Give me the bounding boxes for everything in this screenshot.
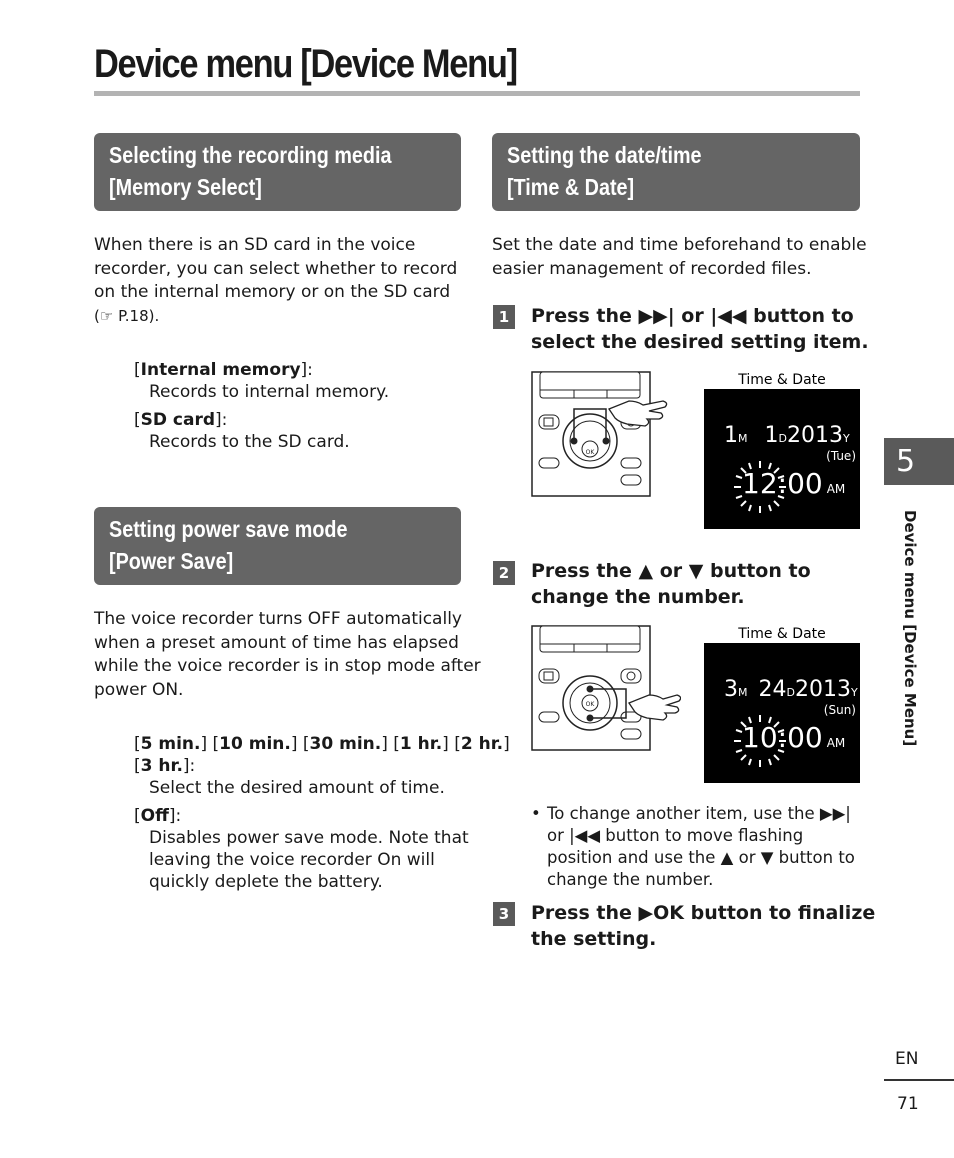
body-line: easier management of recorded files. (492, 258, 812, 279)
body-line: recorder, you can select whether to record (94, 258, 458, 279)
language-label: EN (895, 1049, 919, 1069)
screen-time (742, 467, 845, 500)
power-save-heading (94, 507, 461, 585)
heading-line: Setting the date/time (507, 142, 702, 168)
option-name: Off (140, 806, 169, 826)
bullet-line: change the number. (547, 870, 714, 889)
bullet-note (531, 803, 855, 891)
body-line: while the voice recorder is in stop mode after (94, 656, 481, 676)
title-rule (94, 91, 860, 96)
chapter-tab: 5 (884, 438, 954, 485)
time-value: 10:00 (742, 721, 823, 754)
option-name: 10 min. (219, 734, 291, 754)
device-illustration-1 (531, 371, 681, 501)
svg-text:OK: OK (585, 449, 595, 456)
month-unit: M (738, 432, 748, 445)
step-line: Press the ▲ or ▼ button to (531, 560, 811, 582)
option-name: 30 min. (309, 734, 382, 754)
body-line: (☞ P.18). (94, 306, 160, 325)
option-name: 1 hr. (399, 734, 443, 754)
option-desc: Records to the SD card. (149, 432, 350, 452)
time-date-heading (492, 133, 860, 211)
option-desc: Records to internal memory. (149, 382, 390, 402)
step-2-number: 2 (493, 561, 515, 585)
body-line: Set the date and time beforehand to enable (492, 235, 867, 255)
step-line: the setting. (531, 927, 657, 950)
day-value: 1 (764, 423, 779, 448)
heading-line: Setting power save mode (109, 516, 348, 542)
bullet-line: To change another item, use the ▶▶| (547, 804, 851, 823)
day-unit: D (786, 686, 795, 699)
page-title: Device menu [Device Menu] (94, 42, 517, 86)
month-value: 3 (724, 677, 738, 702)
ampm: AM (826, 736, 846, 750)
heading-line: Selecting the recording media (109, 142, 392, 168)
option-desc: Disables power save mode. Note that (149, 828, 469, 848)
lcd-screen-2 (704, 625, 860, 783)
power-save-body (94, 608, 481, 702)
step-1-number: 1 (493, 305, 515, 329)
body-line: The voice recorder turns OFF automatically (94, 609, 462, 629)
step-line: Press the ▶▶| or |◀◀ button to (531, 305, 854, 327)
step-1-text (531, 304, 869, 355)
memory-options: [Internal memory]: Records to internal memory. [SD card]: Records to the SD card. (134, 360, 390, 452)
lcd-screen-1 (704, 371, 860, 529)
month-value: 1 (724, 423, 738, 448)
screen-date (724, 677, 858, 702)
time-date-intro (492, 234, 867, 281)
option-name: 3 hr. (140, 756, 183, 776)
time-value: 12:00 (742, 467, 823, 500)
step-3-number: 3 (493, 902, 515, 926)
option-name: 2 hr. (460, 734, 504, 754)
step-2-text (531, 559, 811, 610)
day-unit: D (778, 432, 787, 445)
option-name: 5 min. (140, 734, 201, 754)
device-illustration-2 (531, 625, 681, 755)
weekday: (Tue) (826, 449, 856, 463)
bullet-line: or |◀◀ button to move flashing (547, 826, 804, 845)
body-line: when a preset amount of time has elapsed (94, 632, 459, 653)
ampm: AM (826, 482, 846, 496)
screen-header: Time & Date (704, 371, 860, 389)
page-number: 71 (897, 1094, 919, 1114)
year-unit: Y (842, 432, 850, 445)
screen-header: Time & Date (704, 625, 860, 643)
step-line: select the desired setting item. (531, 330, 869, 353)
month-unit: M (738, 686, 748, 699)
year-value: 2013 (794, 677, 851, 702)
svg-text:OK: OK (585, 701, 595, 708)
option-desc: quickly deplete the battery. (149, 872, 383, 892)
bullet-line: position and use the ▲ or ▼ button to (547, 848, 855, 867)
heading-line: [Memory Select] (109, 174, 262, 200)
heading-line: [Power Save] (109, 548, 234, 574)
footer-rule (884, 1079, 954, 1081)
heading-line: [Time & Date] (507, 174, 635, 200)
year-unit: Y (850, 686, 858, 699)
weekday: (Sun) (823, 703, 856, 717)
power-options: [5 min.] [10 min.] [30 min.] [1 hr.] [2 hr.] [3 hr.]: Select the desired amount of time. [Off]: Disables power save mode. Note that leaving the voice recorder On will quickly deplete the battery. (134, 734, 510, 892)
screen-date (724, 423, 850, 448)
day-value: 24 (758, 677, 787, 702)
screen-time (742, 721, 845, 754)
step-line: change the number. (531, 585, 745, 608)
memory-select-body (94, 234, 457, 328)
option-desc: leaving the voice recorder On will (149, 850, 435, 870)
bullet-dot: • (531, 804, 541, 823)
body-line: on the internal memory or on the SD card (94, 282, 451, 302)
body-line: power ON. (94, 679, 184, 700)
year-value: 2013 (786, 423, 843, 448)
body-line: When there is an SD card in the voice (94, 235, 416, 255)
option-name: SD card (140, 410, 216, 430)
option-desc: Select the desired amount of time. (149, 778, 445, 798)
memory-select-heading (94, 133, 461, 211)
step-line: Press the ▶OK button to finalize (531, 902, 876, 924)
side-label: Device menu [Device Menu] (901, 510, 919, 747)
side-running-head (901, 510, 925, 747)
step-3-text (531, 901, 875, 952)
option-name: Internal memory (140, 360, 301, 380)
